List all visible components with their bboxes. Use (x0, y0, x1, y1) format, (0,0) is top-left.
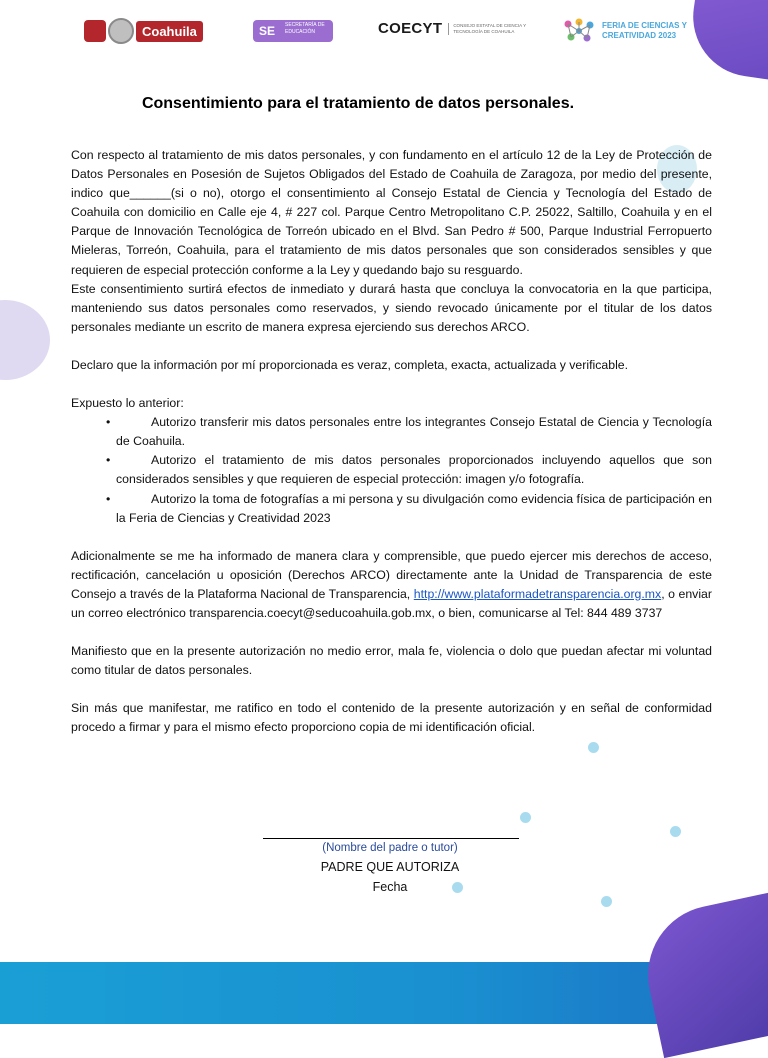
paragraph-consent: Con respecto al tratamiento de mis datos personales, y con fundamento en el artículo 12 de la Ley de Protección de Datos Personales en Posesión de Sujetos Obligados del Estado de Coahuila de Zaragoza, por medio del presente, indico que______(si o no), otorgo el consentimiento al Consejo Estatal de Ciencia y Tecnología del Estado de Coahuila con domicilio en Calle eje 4, # 227 col. Parque Centro Metropolitano C.P. 25022, Saltillo, Coahuila y en el Parque de Innovación Tecnológica de Torreón ubicado en el Blvd. San Pedro # 500, Parque Industrial Ferropuerto Mieleras, Torreón, Coahuila, para el tratamiento de mis datos personales que son considerados sensibles y que requieren de especial protección conforme a la Ley y quedando bajo su resguardo. (71, 148, 712, 277)
paragraph-duration: Este consentimiento surtirá efectos de inmediato y durará hasta que concluya la convocatoria en la que participa, manteniendo sus datos personales como reservados, y siendo revocado únicamente por el titular de los datos personales mediante un escrito de manera expresa ejerciendo sus derechos ARCO. (71, 281, 712, 334)
list-item-text: Autorizo el tratamiento de mis datos personales proporcionados incluyendo aquellos que son considerados sensibles y que requieren de especial protección: imagen y/o fotografía. (116, 453, 712, 487)
logo-feria (562, 18, 687, 44)
paragraph-arco-rights (71, 547, 712, 623)
coahuila-shield-icon (84, 20, 106, 42)
arco-text-start: Adicionalmente se me ha informado de manera clara y comprensible, que puedo ejercer mis derechos de acceso, rectificación, cancelación u oposición (Derechos ARCO) directamente ante la Unidad de Transparencia de este Consejo a través de la Plataforma Nacional de Transparencia, (71, 548, 712, 601)
paragraph-expuesto: Expuesto lo anterior: (71, 396, 184, 411)
se-label: SE (253, 20, 281, 42)
signature-date-label: Fecha (372, 880, 408, 894)
decorative-dot (520, 812, 531, 823)
document-title: Consentimiento para el tratamiento de datos personales. (141, 95, 575, 112)
decorative-dot (601, 896, 612, 907)
list-item (71, 490, 712, 528)
logo-coecyt (378, 20, 533, 37)
decorative-circle-left (0, 300, 50, 380)
authorization-list (71, 413, 712, 528)
decorative-dot (588, 742, 599, 753)
signature-name-hint: (Nombre del padre o tutor) (322, 842, 458, 854)
feria-line-1: FERIA DE CIENCIAS Y (602, 21, 687, 30)
decorative-dot (670, 826, 681, 837)
logo-coahuila (84, 18, 203, 44)
feria-line-2: CREATIVIDAD 2023 (602, 31, 677, 40)
se-subtitle: SECRETARÍA DE EDUCACIÓN (281, 20, 333, 42)
coecyt-label: COECYT (378, 20, 443, 37)
list-item-text: Autorizo la toma de fotografías a mi persona y su divulgación como evidencia física de participación en la Feria de Ciencias y Creatividad 2023 (116, 491, 712, 525)
feria-network-icon (562, 18, 596, 44)
paragraph-declaration: Declaro que la información por mí proporcionada es veraz, completa, exacta, actualizada y verificable. (71, 357, 629, 372)
document-body (71, 146, 712, 737)
logo-se (253, 20, 333, 42)
signature-line (263, 838, 519, 839)
list-item-text: Autorizo transferir mis datos personales entre los integrantes Consejo Estatal de Ciencia y Tecnología de Coahuila. (116, 415, 712, 449)
signature-role: PADRE QUE AUTORIZA (320, 860, 460, 874)
header-logos (0, 14, 768, 50)
decorative-blob-bottom-right (635, 890, 768, 1058)
coahuila-label: Coahuila (136, 21, 203, 42)
list-item (71, 451, 712, 489)
arco-text-end: , o enviar un correo electrónico transparencia.coecyt@seducoahuila.gob.mx, o bien, comunicarse al Tel: 844 489 3737 (71, 586, 712, 620)
coahuila-seal-icon (108, 18, 134, 44)
paragraph-manifiesto: Manifiesto que en la presente autorización no medio error, mala fe, violencia o dolo que puedan afectar mi voluntad como titular de datos personales. (71, 644, 712, 678)
paragraph-ratification: Sin más que manifestar, me ratifico en todo el contenido de la presente autorización y en señal de conformidad procedo a firmar y para el mismo efecto proporciono copia de mi identificación oficial. (71, 701, 712, 735)
list-item (71, 413, 712, 451)
transparency-link[interactable]: http://www.plataformadetransparencia.org.mx (413, 586, 662, 601)
coecyt-subtitle: CONSEJO ESTATAL DE CIENCIA Y TECNOLOGÍA DE COAHUILA (448, 23, 533, 35)
